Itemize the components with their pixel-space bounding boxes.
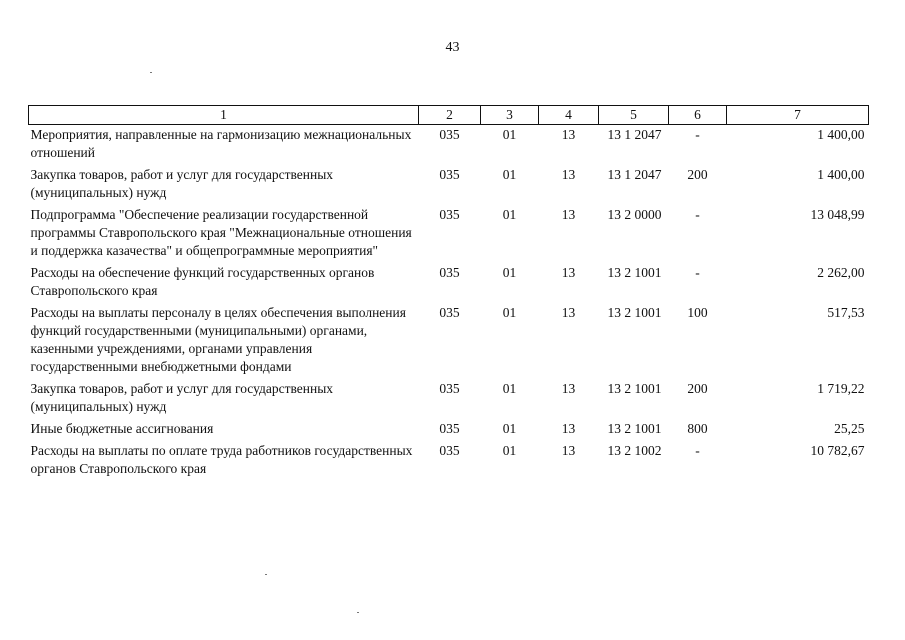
row-name: Иные бюджетные ассигнования	[30, 421, 214, 436]
row-section: 01	[502, 443, 517, 458]
row-section: 01	[502, 167, 517, 182]
row-target-article: 13 2 1001	[607, 421, 662, 436]
row-section: 01	[502, 421, 517, 436]
header-col-2: 2	[419, 106, 481, 125]
table-row	[29, 419, 869, 441]
row-section: 01	[502, 381, 517, 396]
header-col-6: 6	[669, 106, 727, 125]
row-section: 01	[502, 207, 517, 222]
table-row	[29, 379, 869, 419]
row-ministry: 035	[439, 127, 460, 142]
row-name: Подпрограмма "Обеспечение реализации государственной программы Ставропольского края "Межнациональные отношения и поддержка казачества" и общепрограммные мероприятия"	[30, 207, 412, 258]
row-subsection: 13	[561, 207, 576, 222]
header-col-1: 1	[29, 106, 419, 125]
row-expense-type: 200	[687, 381, 708, 396]
page-number: 43	[445, 40, 460, 55]
table-row	[29, 125, 869, 166]
scan-speck	[150, 72, 152, 73]
row-section: 01	[502, 305, 517, 320]
header-row	[29, 106, 869, 125]
row-expense-type: -	[695, 265, 700, 280]
row-amount: 517,53	[827, 305, 865, 320]
row-amount: 1 400,00	[817, 167, 865, 182]
row-target-article: 13 2 1001	[607, 305, 662, 320]
row-target-article: 13 2 1002	[607, 443, 662, 458]
table-row	[29, 303, 869, 379]
row-expense-type: -	[695, 127, 700, 142]
row-amount: 2 262,00	[817, 265, 865, 280]
row-ministry: 035	[439, 305, 460, 320]
row-subsection: 13	[561, 421, 576, 436]
row-amount: 10 782,67	[810, 443, 865, 458]
scan-speck	[265, 574, 267, 575]
row-name: Расходы на выплаты по оплате труда работников государственных органов Ставропольского края	[30, 443, 413, 476]
row-target-article: 13 1 2047	[607, 167, 662, 182]
row-amount: 25,25	[834, 421, 865, 436]
row-subsection: 13	[561, 381, 576, 396]
row-expense-type: -	[695, 207, 700, 222]
row-ministry: 035	[439, 167, 460, 182]
row-ministry: 035	[439, 381, 460, 396]
row-subsection: 13	[561, 305, 576, 320]
header-col-3: 3	[481, 106, 539, 125]
row-amount: 13 048,99	[810, 207, 865, 222]
row-subsection: 13	[561, 443, 576, 458]
scan-speck	[357, 612, 359, 613]
row-target-article: 13 2 0000	[607, 207, 662, 222]
row-ministry: 035	[439, 421, 460, 436]
header-col-5: 5	[599, 106, 669, 125]
row-target-article: 13 1 2047	[607, 127, 662, 142]
row-target-article: 13 2 1001	[607, 265, 662, 280]
row-amount: 1 400,00	[817, 127, 865, 142]
row-amount: 1 719,22	[817, 381, 865, 396]
row-section: 01	[502, 265, 517, 280]
row-target-article: 13 2 1001	[607, 381, 662, 396]
table-row	[29, 263, 869, 303]
row-expense-type: 100	[687, 305, 708, 320]
row-section: 01	[502, 127, 517, 142]
row-name: Закупка товаров, работ и услуг для государственных (муниципальных) нужд	[30, 167, 334, 200]
row-expense-type: 200	[687, 167, 708, 182]
table-row	[29, 165, 869, 205]
row-ministry: 035	[439, 207, 460, 222]
row-ministry: 035	[439, 265, 460, 280]
row-expense-type: -	[695, 443, 700, 458]
row-name: Мероприятия, направленные на гармонизацию межнациональных отношений	[30, 127, 412, 160]
header-col-7: 7	[727, 106, 869, 125]
header-col-4: 4	[539, 106, 599, 125]
table-row	[29, 441, 869, 481]
row-name: Расходы на выплаты персоналу в целях обеспечения выполнения функций государственными (муниципальными) органами, казенными учреждениями, органами управления государственными внебюджетными фондами	[30, 305, 406, 374]
row-ministry: 035	[439, 443, 460, 458]
row-subsection: 13	[561, 167, 576, 182]
row-expense-type: 800	[687, 421, 708, 436]
table-row	[29, 205, 869, 263]
row-name: Закупка товаров, работ и услуг для государственных (муниципальных) нужд	[30, 381, 334, 414]
row-subsection: 13	[561, 265, 576, 280]
row-subsection: 13	[561, 127, 576, 142]
budget-table	[28, 105, 869, 481]
row-name: Расходы на обеспечение функций государственных органов Ставропольского края	[30, 265, 375, 298]
